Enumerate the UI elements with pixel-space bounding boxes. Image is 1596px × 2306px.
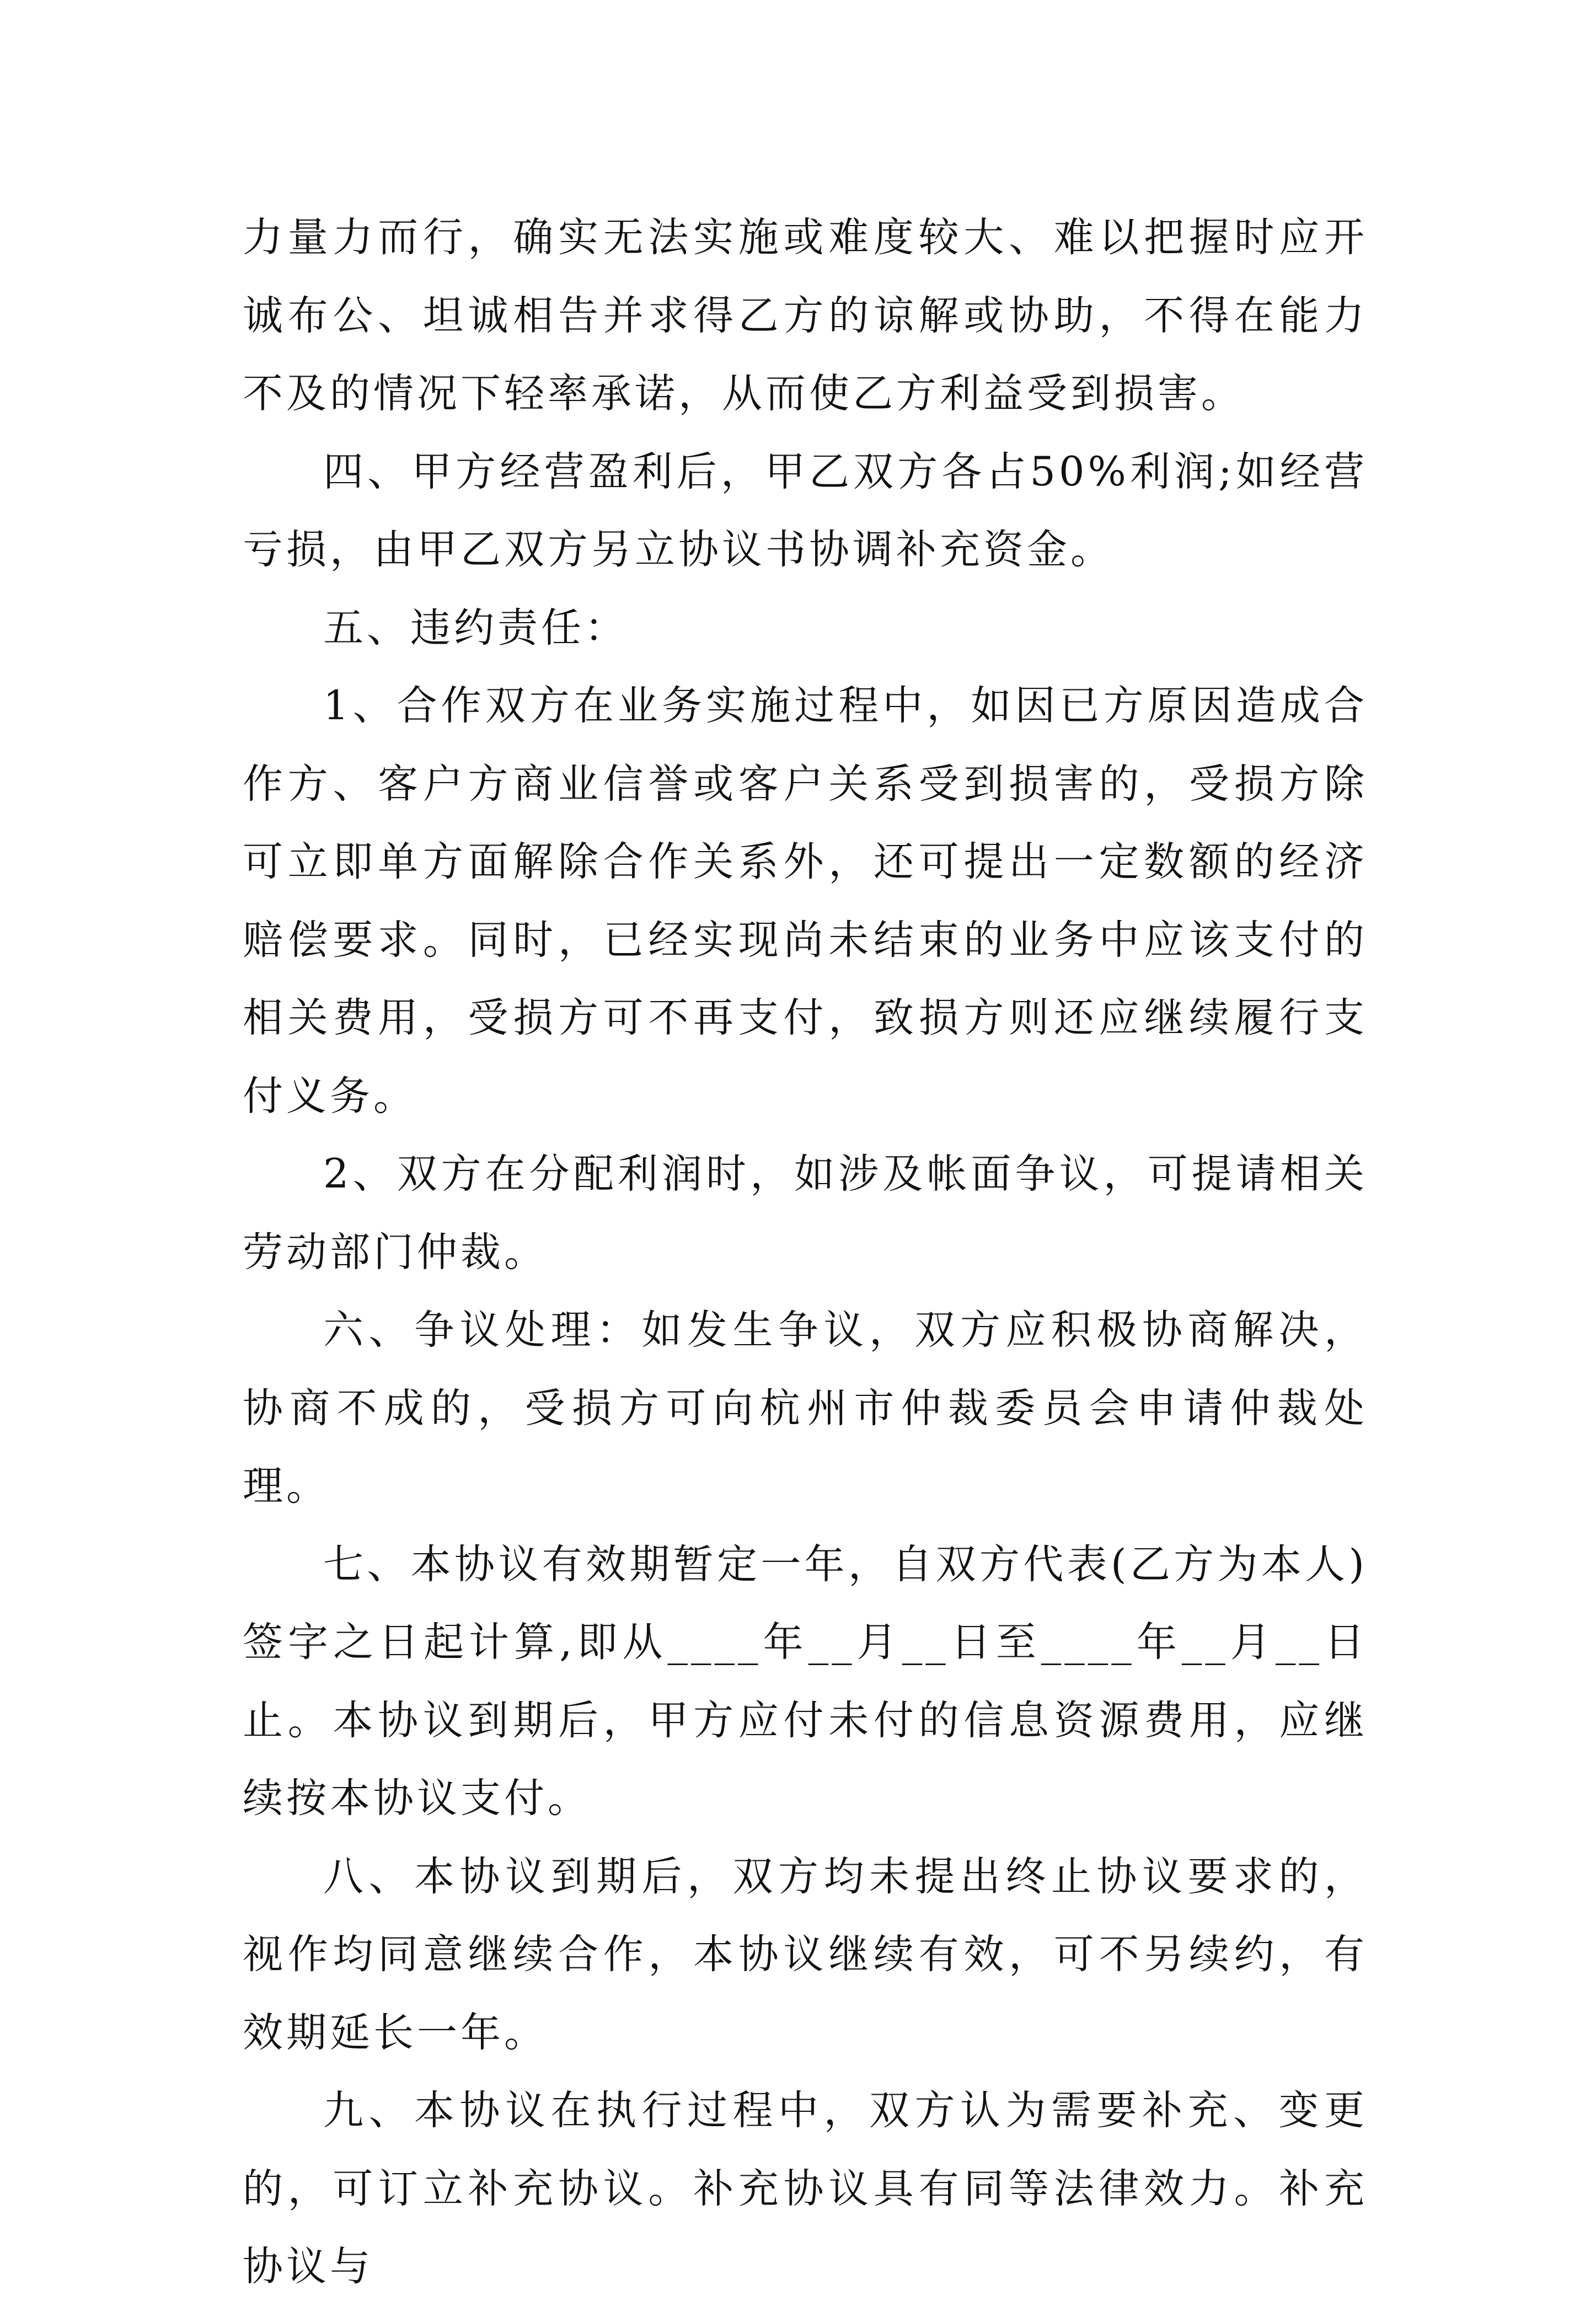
document-page	[243, 199, 1368, 2306]
paragraph-clause-5-heading: 五、违约责任：	[323, 604, 628, 651]
paragraph-clause-5-2: 2、双方在分配利润时，如涉及帐面争议，可提请相关劳动部门仲裁。	[243, 1151, 1368, 1276]
paragraph-clause-6-dispute: 六、争议处理：如发生争议，双方应积极协商解决，协商不成的，受损方可向杭州市仲裁委员会申请仲裁处理。	[243, 1307, 1368, 1510]
paragraph-clause-8-renewal: 八、本协议到期后，双方均未提出终止协议要求的，视作均同意继续合作，本协议继续有效，可不另续约，有效期延长一年。	[243, 1853, 1368, 2056]
paragraph-clause-5-1: 1、合作双方在业务实施过程中，如因已方原因造成合作方、客户方商业信誉或客户关系受到损害的，受损方除可立即单方面解除合作关系外，还可提出一定数额的经济赔偿要求。同时，已经实现尚未结束的业务中应该支付的相关费用，受损方可不再支付，致损方则还应继续履行支付义务。	[243, 682, 1368, 1120]
paragraph-clause-9-supplement: 九、本协议在执行过程中，双方认为需要补充、变更的，可订立补充协议。补充协议具有同等法律效力。补充协议与	[243, 2087, 1368, 2290]
paragraph-clause-4-profit: 四、甲方经营盈利后，甲乙双方各占50%利润;如经营亏损，由甲乙双方另立协议书协调补充资金。	[243, 448, 1368, 573]
paragraph-clause-7-term: 七、本协议有效期暂定一年，自双方代表(乙方为本人)签字之日起计算,即从____年__月__日至____年__月__日止。本协议到期后，甲方应付未付的信息资源费用，应继续按本协议支付。	[243, 1540, 1368, 1822]
paragraph-continuation: 力量力而行，确实无法实施或难度较大、难以把握时应开诚布公、坦诚相告并求得乙方的谅解或协助，不得在能力不及的情况下轻率承诺，从而使乙方利益受到损害。	[243, 214, 1368, 417]
